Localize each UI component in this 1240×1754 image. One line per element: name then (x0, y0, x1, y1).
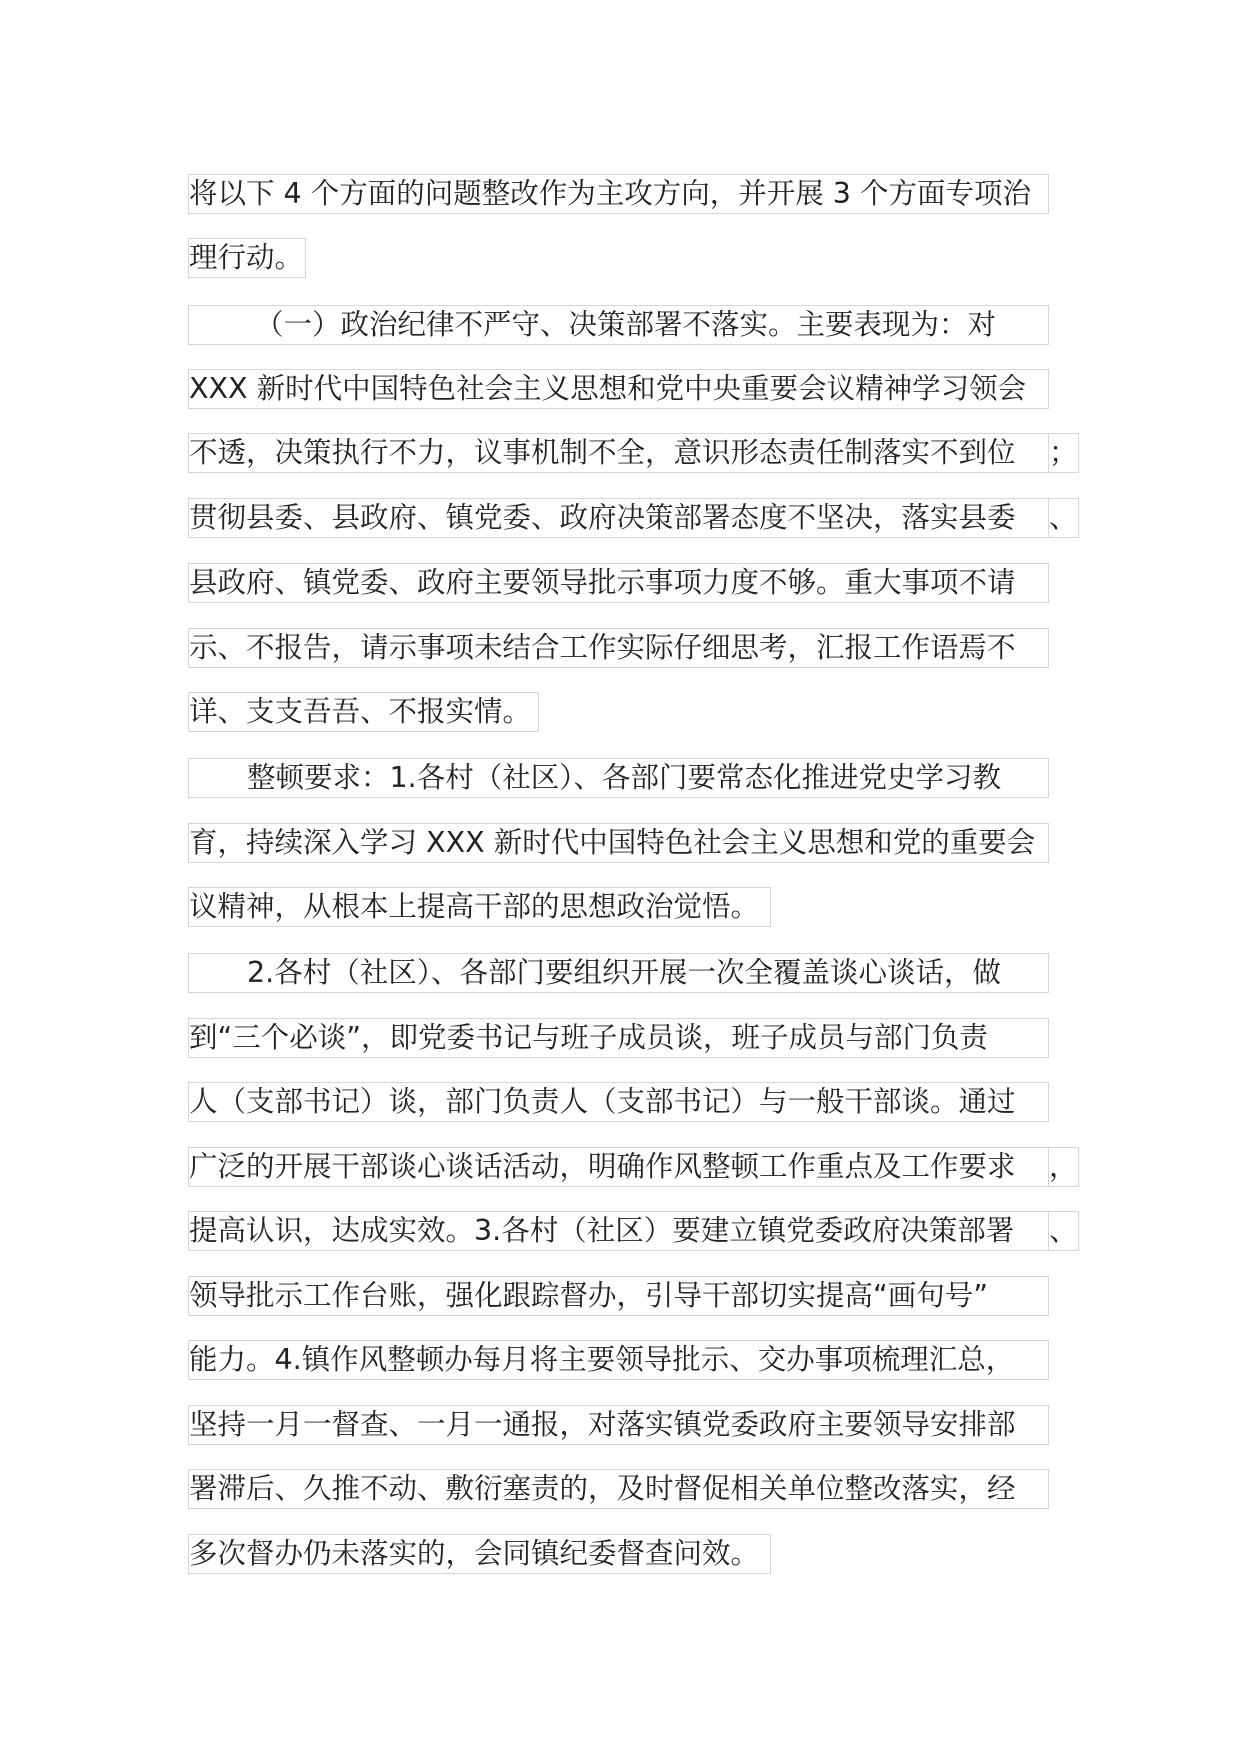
text-line: 整顿要求：1.各村（社区）、各部门要常态化推进党史学习教 (188, 758, 1049, 798)
text-line: 理行动。 (188, 238, 306, 278)
text-line: XXX 新时代中国特色社会主义思想和党中央重要会议精神学习领会 (188, 369, 1049, 409)
text-line: 将以下 4 个方面的问题整改作为主攻方向，并开展 3 个方面专项治 (188, 174, 1049, 214)
text-line-tail: 、 (1049, 498, 1079, 538)
text-line: 示、不报告，请示事项未结合工作实际仔细思考，汇报工作语焉不 (188, 628, 1049, 668)
text-line: 人（支部书记）谈，部门负责人（支部书记）与一般干部谈。通过 (188, 1082, 1049, 1122)
text-line: 到“三个必谈”，即党委书记与班子成员谈，班子成员与部门负责 (188, 1018, 1049, 1058)
text-line-tail: ； (1049, 433, 1079, 473)
text-line: 提高认识，达成实效。3.各村（社区）要建立镇党委政府决策部署 (188, 1211, 1049, 1251)
text-line-tail: ， (1049, 1147, 1079, 1187)
text-line: 2.各村（社区）、各部门要组织开展一次全覆盖谈心谈话，做 (188, 953, 1049, 993)
text-line: 领导批示工作台账，强化跟踪督办，引导干部切实提高“画句号” (188, 1276, 1049, 1316)
text-line: 广泛的开展干部谈心谈话活动，明确作风整顿工作重点及工作要求 (188, 1147, 1049, 1187)
text-line: （一）政治纪律不严守、决策部署不落实。主要表现为：对 (188, 305, 1049, 345)
text-line: 县政府、镇党委、政府主要领导批示事项力度不够。重大事项不请 (188, 563, 1049, 603)
text-line: 贯彻县委、县政府、镇党委、政府决策部署态度不坚决，落实县委 (188, 498, 1049, 538)
text-line: 育，持续深入学习 XXX 新时代中国特色社会主义思想和党的重要会 (188, 823, 1049, 863)
text-line: 详、支支吾吾、不报实情。 (188, 692, 539, 732)
text-line: 能力。4.镇作风整顿办每月将主要领导批示、交办事项梳理汇总， (188, 1340, 1049, 1380)
text-line: 署滞后、久推不动、敷衍塞责的，及时督促相关单位整改落实，经 (188, 1469, 1049, 1509)
text-line: 议精神，从根本上提高干部的思想政治觉悟。 (188, 887, 771, 927)
text-line-tail: 、 (1049, 1211, 1079, 1251)
text-line: 多次督办仍未落实的，会同镇纪委督查问效。 (188, 1534, 771, 1574)
text-line: 坚持一月一督查、一月一通报，对落实镇党委政府主要领导安排部 (188, 1405, 1049, 1445)
text-line: 不透，决策执行不力，议事机制不全，意识形态责任制落实不到位 (188, 433, 1049, 473)
